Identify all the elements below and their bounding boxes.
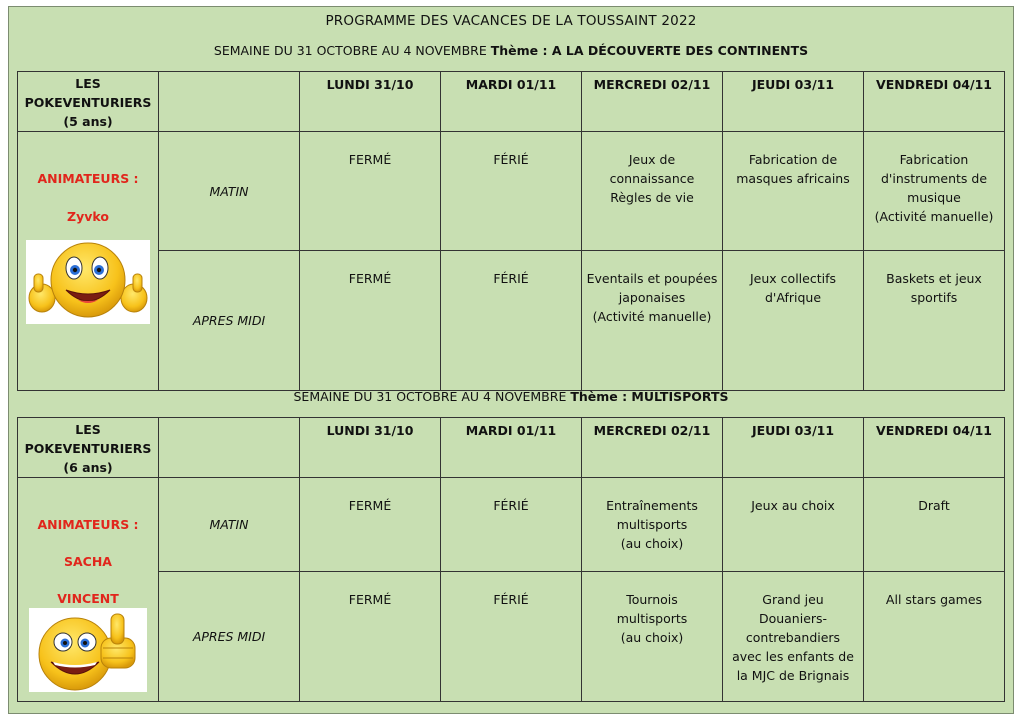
activity-cell	[441, 572, 582, 702]
empty-header-cell	[159, 418, 300, 478]
animateur-name: Zyvko	[67, 209, 109, 224]
activity-line: avec les enfants de	[732, 649, 854, 664]
activity-line: d'Afrique	[764, 290, 822, 305]
day-header: VENDREDI 04/11	[864, 418, 1005, 478]
week-theme-2: Thème : MULTISPORTS	[570, 389, 729, 404]
activity-cell	[864, 251, 1005, 391]
activity-line: All stars games	[885, 592, 983, 607]
activity-line: multisports	[616, 611, 688, 626]
group-line: POKEVENTURIERS	[24, 95, 152, 110]
period-matin: MATIN	[159, 132, 300, 251]
activity-cell	[723, 478, 864, 572]
activity-line: Tournois	[626, 592, 678, 607]
activity-cell	[582, 251, 723, 391]
activity-cell	[441, 478, 582, 572]
smiley-thumb-up-icon	[29, 608, 147, 692]
activity-line: FERMÉ	[348, 271, 392, 286]
apres-row-2	[18, 572, 1005, 702]
activity-cell	[864, 572, 1005, 702]
week-dates-1: SEMAINE DU 31 OCTOBRE AU 4 NOVEMBRE	[213, 43, 487, 58]
activity-line: Fabrication	[899, 152, 969, 167]
activity-cell	[864, 132, 1005, 251]
day-header: JEUDI 03/11	[723, 418, 864, 478]
activity-line: japonaises	[618, 290, 686, 305]
matin-row-1	[18, 132, 1005, 251]
activity-cell	[441, 132, 582, 251]
header-row-2	[18, 418, 1005, 478]
group-line: LES	[75, 422, 101, 437]
activity-cell	[300, 478, 441, 572]
activity-line: (Activité manuelle)	[874, 209, 994, 224]
empty-header-cell	[159, 72, 300, 132]
activity-line: Règles de vie	[610, 190, 694, 205]
week-header-1	[9, 43, 1013, 58]
activity-line: Grand jeu	[762, 592, 824, 607]
group-line: LES	[75, 76, 101, 91]
animateurs-label: ANIMATEURS :	[37, 517, 139, 532]
day-header: MARDI 01/11	[441, 72, 582, 132]
week-theme-1: Thème : A LA DÉCOUVERTE DES CONTINENTS	[490, 43, 809, 58]
group-line: (5 ans)	[63, 114, 113, 129]
activity-cell	[723, 132, 864, 251]
animateur-name: VINCENT	[57, 591, 119, 606]
activity-line: FÉRIÉ	[493, 152, 529, 167]
activity-cell	[300, 572, 441, 702]
group-cell-2	[18, 418, 159, 478]
activity-cell	[723, 572, 864, 702]
activity-cell	[441, 251, 582, 391]
activity-line: (au choix)	[620, 536, 684, 551]
header-row-1	[18, 72, 1005, 132]
activity-line: d'instruments de	[880, 171, 988, 186]
period-apres-midi: APRES MIDI	[159, 572, 300, 702]
animateurs-cell-1	[18, 132, 159, 391]
schedule-page	[8, 6, 1014, 714]
activity-line: masques africains	[736, 171, 850, 186]
activity-line: sportifs	[910, 290, 958, 305]
activity-line: FERMÉ	[348, 152, 392, 167]
activity-line: (Activité manuelle)	[592, 309, 712, 324]
activity-line: FÉRIÉ	[493, 271, 529, 286]
day-header: MERCREDI 02/11	[582, 72, 723, 132]
activity-line: Jeux collectifs	[750, 271, 836, 286]
activity-line: FÉRIÉ	[493, 498, 529, 513]
activity-line: FERMÉ	[348, 592, 392, 607]
activity-cell	[582, 478, 723, 572]
week-header-2	[9, 389, 1013, 404]
activity-line: Eventails et poupées	[586, 271, 718, 286]
schedule-table-2	[17, 417, 1005, 702]
group-cell-1	[18, 72, 159, 132]
group-line: POKEVENTURIERS	[24, 441, 152, 456]
activity-line: la MJC de Brignais	[736, 668, 850, 683]
period-matin: MATIN	[159, 478, 300, 572]
activity-line: FÉRIÉ	[493, 592, 529, 607]
activity-cell	[582, 572, 723, 702]
activity-line: musique	[907, 190, 961, 205]
activity-line: Entraînements	[606, 498, 698, 513]
activity-line: contrebandiers	[745, 630, 841, 645]
day-header: MERCREDI 02/11	[582, 418, 723, 478]
activity-line: multisports	[616, 517, 688, 532]
activity-line: Baskets et jeux	[886, 271, 982, 286]
activity-line: FERMÉ	[348, 498, 392, 513]
activity-line: (au choix)	[620, 630, 684, 645]
page-title: PROGRAMME DES VACANCES DE LA TOUSSAINT 2022	[325, 13, 697, 29]
animateur-name: SACHA	[64, 554, 112, 569]
animateurs-label: ANIMATEURS :	[37, 171, 139, 186]
day-header: JEUDI 03/11	[723, 72, 864, 132]
activity-cell	[864, 478, 1005, 572]
activity-line: Jeux au choix	[751, 498, 835, 513]
smiley-thumbs-up-icon	[26, 240, 150, 324]
period-apres-midi: APRES MIDI	[159, 251, 300, 391]
activity-cell	[723, 251, 864, 391]
activity-line: Draft	[918, 498, 950, 513]
day-header: VENDREDI 04/11	[864, 72, 1005, 132]
activity-line: Fabrication de	[748, 152, 838, 167]
schedule-table-1	[17, 71, 1005, 391]
activity-cell	[300, 132, 441, 251]
matin-row-2	[18, 478, 1005, 572]
activity-line: Jeux de	[628, 152, 676, 167]
activity-cell	[300, 251, 441, 391]
animateurs-cell-2	[18, 478, 159, 702]
activity-cell	[582, 132, 723, 251]
day-header: LUNDI 31/10	[300, 418, 441, 478]
day-header: MARDI 01/11	[441, 418, 582, 478]
day-header: LUNDI 31/10	[300, 72, 441, 132]
group-line: (6 ans)	[63, 460, 113, 475]
week-dates-2: SEMAINE DU 31 OCTOBRE AU 4 NOVEMBRE	[293, 389, 567, 404]
apres-row-1	[18, 251, 1005, 391]
activity-line: connaissance	[609, 171, 695, 186]
activity-line: Douaniers-	[758, 611, 828, 626]
